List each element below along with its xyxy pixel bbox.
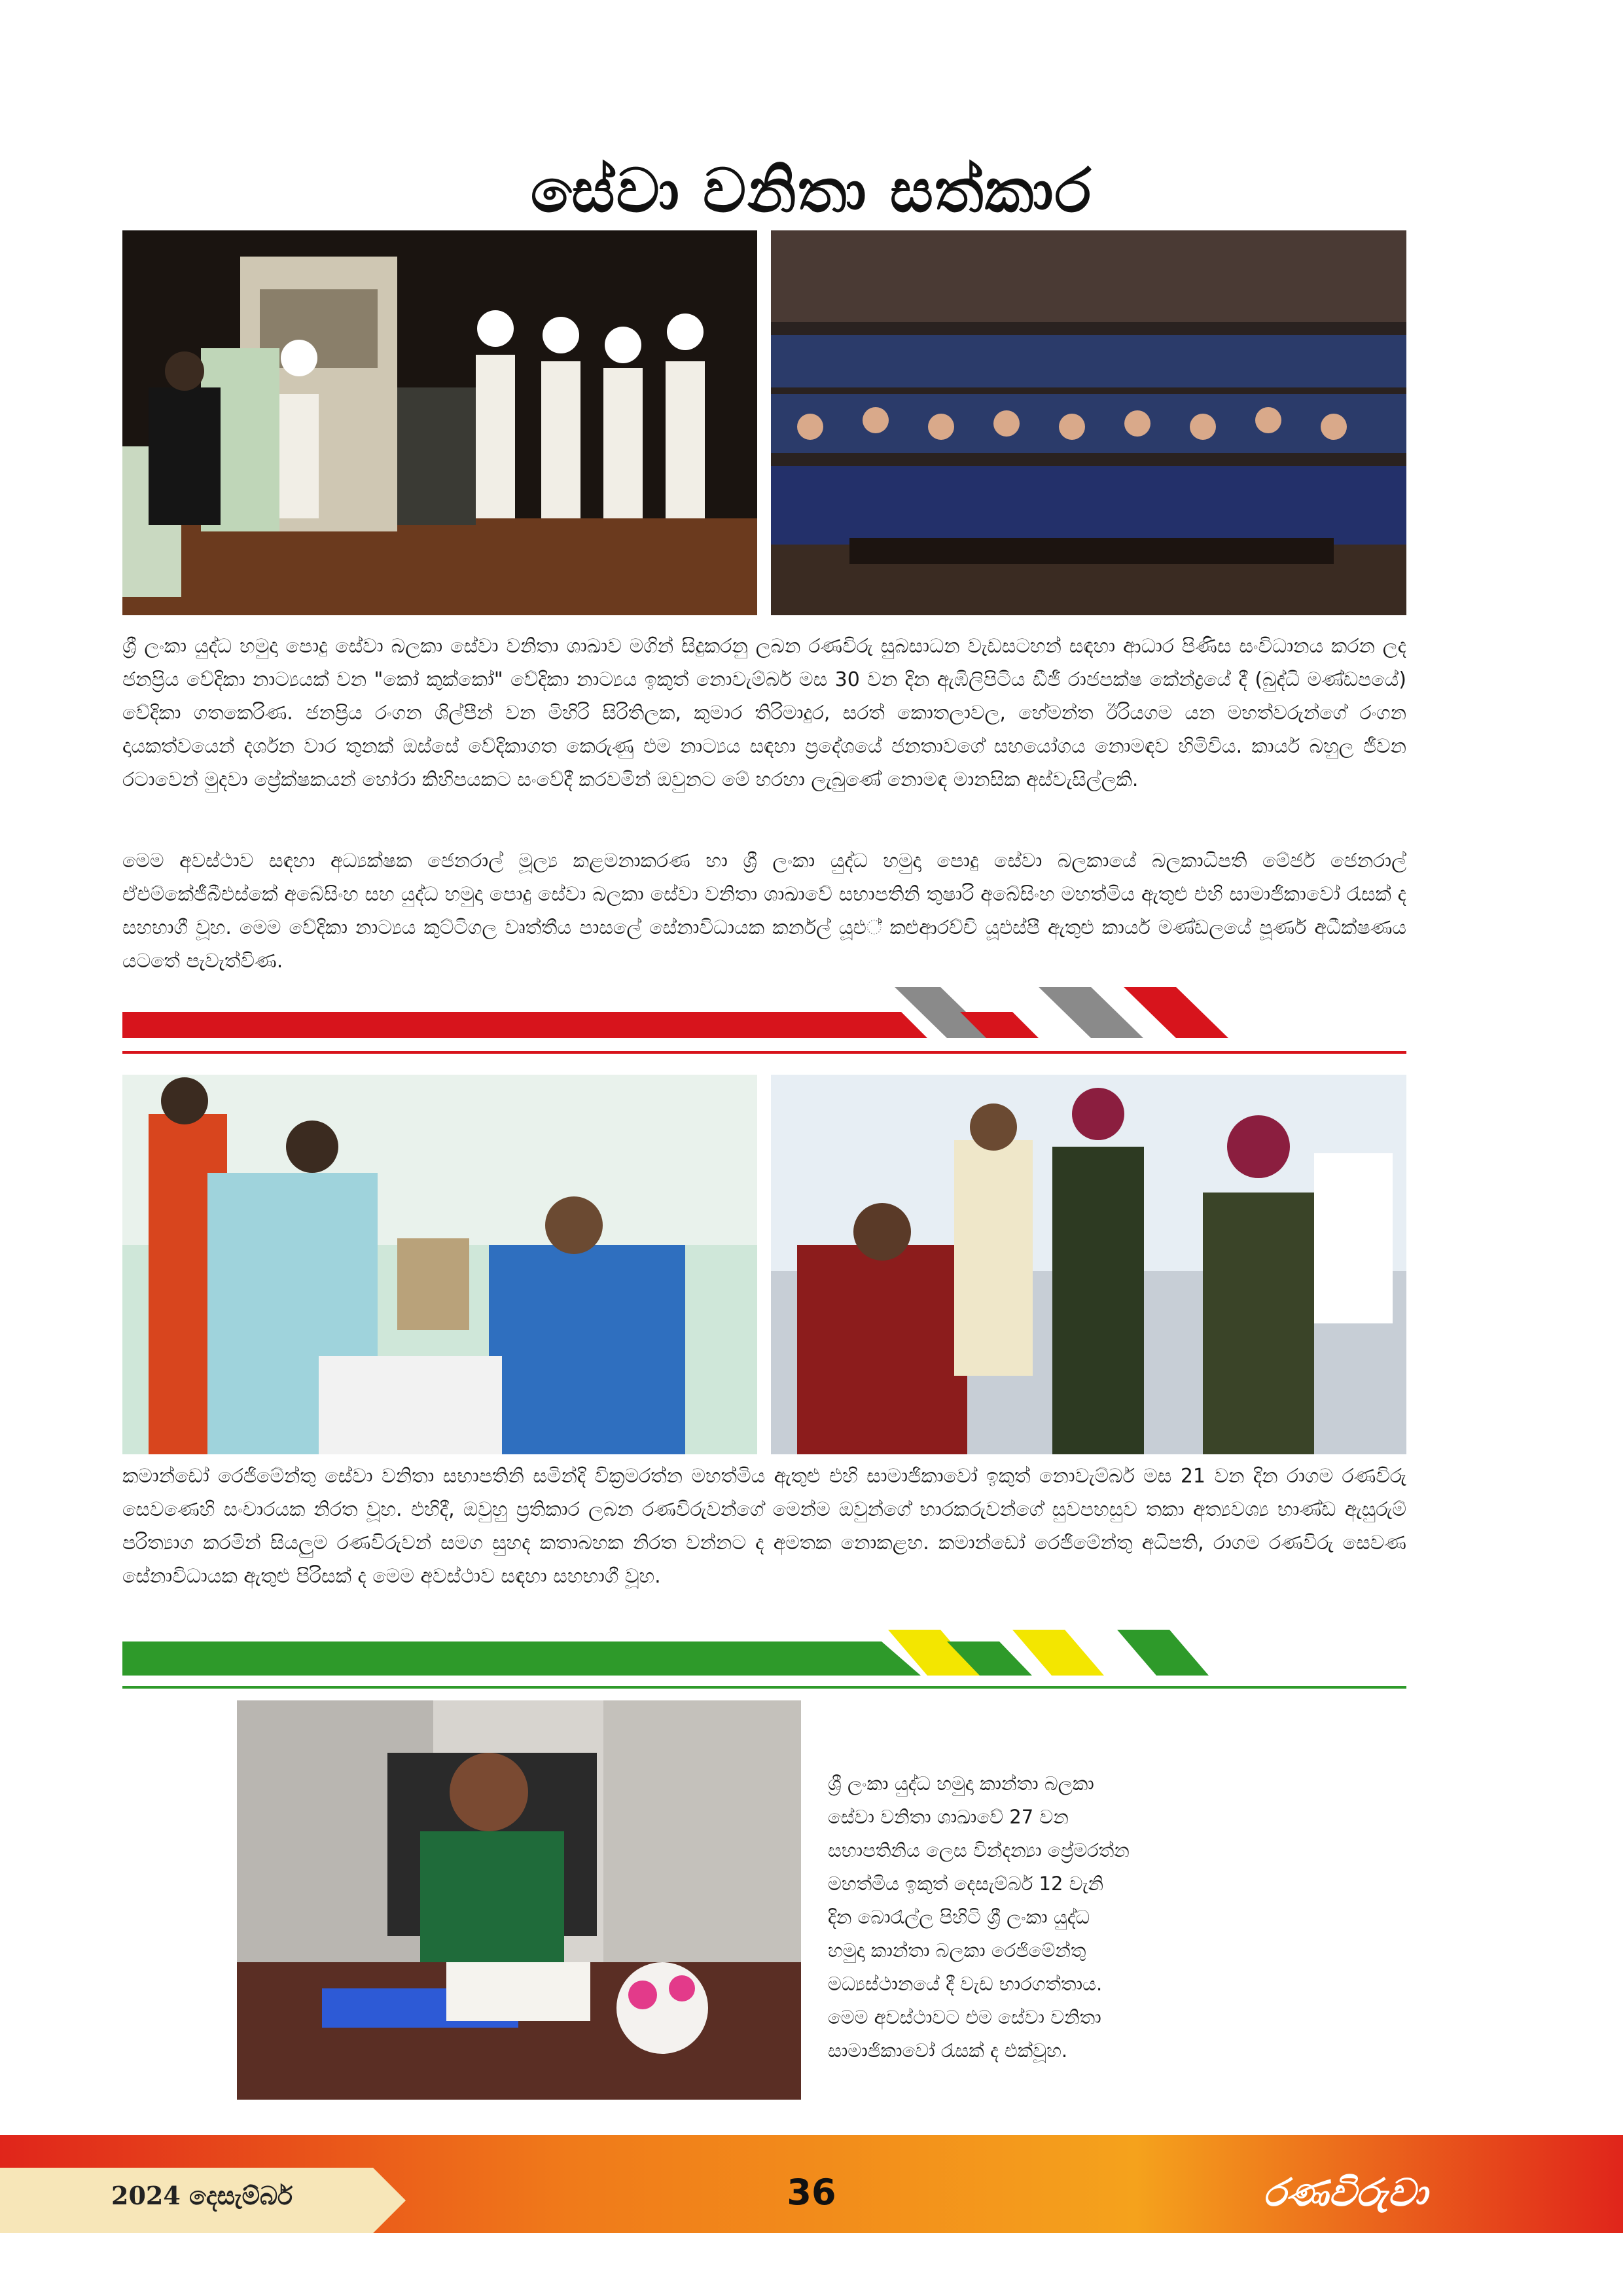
magazine-logo: රණවිරුවා <box>1263 2170 1428 2215</box>
photo-audience <box>771 230 1406 615</box>
section3-line: දින බොරැල්ල පිහිටි ශ්‍රී ලංකා යුද්ධ <box>828 1906 1090 1928</box>
divider-stripe-red <box>122 987 1406 1059</box>
section1-paragraph2: මෙම අවස්ථාව සඳහා අධ්‍යක්ෂක ජෙනරාල් මූල්‍ය කළමනාකරණ හා ශ්‍රී ලංකා යුද්ධ හමුදා පොදු සේවා බලකායේ බලකාධිපති මේජර් ජෙනරාල් ඒඑම්කේජීබීඑස්කේ අබේසිංහ සහ යුද්ධ හමුදා පොදු සේවා බලකා සේවා වනිතා ශාඛාවේ සභාපතිනි තුෂාරි අබේසිංහ මහත්මිය ඇතුළු එහි සාමාජිකාවෝ රැසක් ද සහභාගී වූහ. මෙම වේදිකා නාට්‍යය කුට්ටිගල වෘත්තීය පාසලේ සේනාවිධායක කර්නල් යූඑ් කළුආරච්චි යූඑස්පී ඇතුළු කාර්ය මණ්ඩලයේ පූර්ණ අධීක්ෂණය යටතේ පැවැත්විණ. <box>122 850 1406 973</box>
section3-line: සේවා වනිතා ශාඛාවේ 27 වන <box>828 1806 1069 1828</box>
section3-line: මධ්‍යස්ථානයේ දී වැඩ භාරගත්තාය. <box>828 1973 1103 1995</box>
divider-stripe-green <box>122 1630 1406 1699</box>
photo-officer-visit <box>771 1075 1406 1454</box>
section1-paragraph1: ශ්‍රී ලංකා යුද්ධ හමුදා පොදු සේවා බලකා සේවා වනිතා ශාඛාව මගින් සිදුකරනු ලබන රණවිරු සුබසාධන වැඩසටහන් සඳහා ආධාර පිණිස සංවිධානය කරන ලද ජනප්‍රිය වේදිකා නාට්‍යයක් වන "කෝ කුක්කෝ" වේදිකා නාට්‍යය ඉකුත් නොවැම්බර් මස 30 වන දින ඇඹිලිපිටිය ඩීජී රාජපක්ෂ කේන්ද්‍රයේ දී (බුද්ධි මණ්ඩපයේ) වේදිකා ගතකෙරිණ. ජනප්‍රිය රංගන ශිල්පීන් වන මිහිරි සිරිතිලක, කුමාර තිරිමාදුර, සරත් කොතලාවල, හේමන්ත ඊරියගම යන මහත්වරුන්ගේ රංගන දායකත්වයෙන් දර්ශන වාර තුනක් ඔස්සේ වේදිකාගත කෙරුණු එම නාට්‍යය සඳහා ප්‍රදේශයේ ජනතාවගේ සහයෝගය නොමඳව හිමිවිය. කාර්ය බහුල ජීවන රටාවෙන් මුදවා ප්‍රේක්ෂකයන් හෝරා කිහිපයකට සංවේදී කරවමින් ඔවුනට මේ හරහා ලැබුණේ නොමඳ මානසික අස්වැසිල්ලකි. <box>122 635 1406 791</box>
section3-text <box>828 1767 1299 2068</box>
photo-signing <box>237 1700 801 2100</box>
photo-hospital-gift <box>122 1075 757 1454</box>
photo-stage-play <box>122 230 757 615</box>
section3-line: සභාපතිනිය ලෙස වින්දන්‍යා ප්‍රේමරත්න <box>828 1839 1130 1861</box>
section3-line: මෙම අවස්ථාවට එම සේවා වනිතා <box>828 2006 1101 2028</box>
page-title: සේවා වනිතා සත්කාර <box>530 156 1093 226</box>
section3-line: හමුදා කාන්තා බලකා රෙජිමේන්තු <box>828 1939 1086 1962</box>
section3-line: ශ්‍රී ලංකා යුද්ධ හමුදා කාන්තා බලකා <box>828 1772 1094 1795</box>
footer-date: 2024 දෙසැම්බර් <box>111 2181 293 2210</box>
section3-line: සාමාජිකාවෝ රැසක් ද එක්වූහ. <box>828 2039 1068 2062</box>
section2-paragraph: කමාන්ඩෝ රෙජිමේන්තු සේවා වනිතා සභාපතිනි සමින්දි වික්‍රමරත්න මහත්මිය ඇතුළු එහි සාමාජිකාවෝ ඉකුත් නොවැම්බර් මස 21 වන දින රාගම රණවිරු සෙවණෙහි සංචාරයක නිරත වූහ. එහිදී, ඔවුහු ප්‍රතිකාර ලබන රණවිරුවන්ගේ මෙන්ම ඔවුන්ගේ භාරකරුවන්ගේ සුවපහසුව තකා අත්‍යවශ්‍ය භාණ්ඩ ඇසුරුම් පරිත්‍යාග කරමින් සියලුම රණවිරුවන් සමග සුහද කතාබහක නිරත වන්නට ද අමතක නොකළහ. කමාන්ඩෝ රෙජිමේන්තු අධිපති, රාගම රණවිරු සෙවණ සේනාවිධායක ඇතුළු පිරිසක් ද මෙම අවස්ථාව සඳහා සහභාගී වූහ. <box>122 1465 1406 1588</box>
page-number: 36 <box>787 2172 836 2213</box>
section3-line: මහත්මිය ඉකුත් දෙසැම්බර් 12 වැනි <box>828 1873 1104 1895</box>
